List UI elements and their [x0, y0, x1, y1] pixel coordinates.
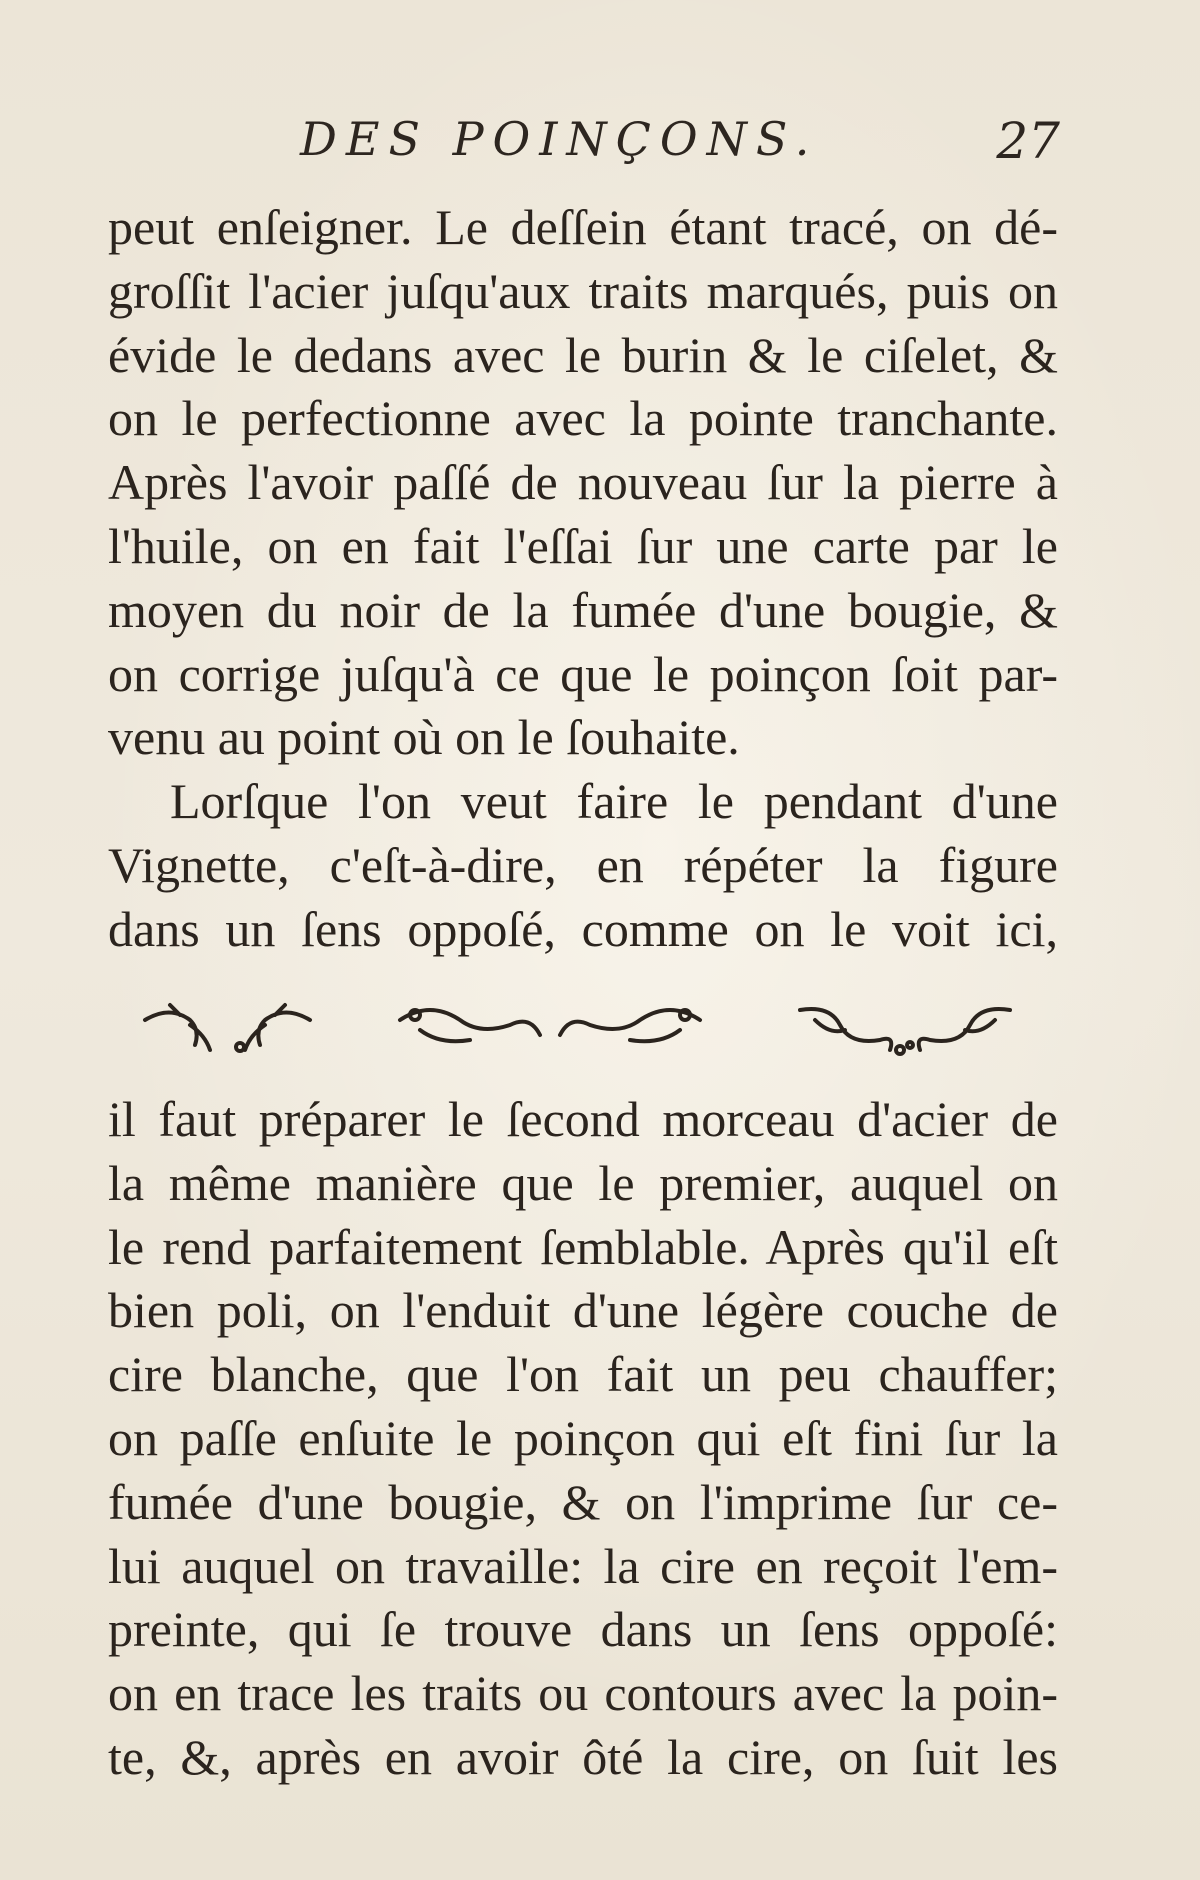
paragraph-2 [108, 770, 1058, 961]
text-line: Vignette, c'eſt-à-dire, en répéter la figure [108, 836, 1058, 893]
text-line: la même manière que le premier, auquel on [108, 1154, 1058, 1211]
running-head: DES POINÇONS. [300, 112, 819, 166]
page-number: 27 [996, 112, 1060, 170]
text-line: dans un ſens oppoſé, comme on le voit ici, [108, 900, 1058, 957]
text-line: l'huile, on en fait l'eſſai ſur une carte par le [108, 517, 1058, 574]
text-line: bien poli, on l'enduit d'une légère couche de [108, 1282, 1058, 1339]
page-header [300, 112, 1060, 182]
text-line: on en trace les traits ou contours avec la poin- [108, 1665, 1058, 1722]
text-line: on paſſe enſuite le poinçon qui eſt fini ſur la [108, 1409, 1058, 1466]
paragraph-1 [108, 196, 1058, 770]
text-line: cire blanche, que l'on fait un peu chauffer; [108, 1346, 1058, 1403]
ornament-vignette-icon [140, 985, 1020, 1065]
paragraph-3 [108, 1088, 1058, 1790]
text-line: groſſit l'acier juſqu'aux traits marqués, puis on [108, 262, 1058, 319]
text-line: venu au point où on le ſouhaite. [108, 709, 740, 766]
text-line: lui auquel on travaille: la cire en reçoit l'em- [108, 1537, 1058, 1594]
text-line: fumée d'une bougie, & on l'imprime ſur ce- [108, 1473, 1058, 1530]
text-line: il faut préparer le ſecond morceau d'acier de [108, 1091, 1058, 1147]
text-line: le rend parfaitement ſemblable. Après qu'il eſt [108, 1218, 1058, 1275]
text-line: preinte, qui ſe trouve dans un ſens oppoſé: [108, 1601, 1058, 1658]
text-line: Lorſque l'on veut faire le pendant d'une [170, 773, 1058, 829]
text-line: évide le dedans avec le burin & le ciſelet, & [108, 326, 1058, 383]
text-line: on le perfectionne avec la pointe tranchante. [108, 390, 1058, 447]
text-line: on corrige juſqu'à ce que le poinçon ſoit par- [108, 645, 1058, 702]
text-line: Après l'avoir paſſé de nouveau ſur la pierre à [108, 454, 1058, 511]
text-line: moyen du noir de la fumée d'une bougie, & [108, 581, 1058, 638]
text-line: peut enſeigner. Le deſſein étant tracé, on dé- [108, 199, 1058, 255]
text-line: te, &, après en avoir ôté la cire, on ſuit les [108, 1728, 1058, 1785]
